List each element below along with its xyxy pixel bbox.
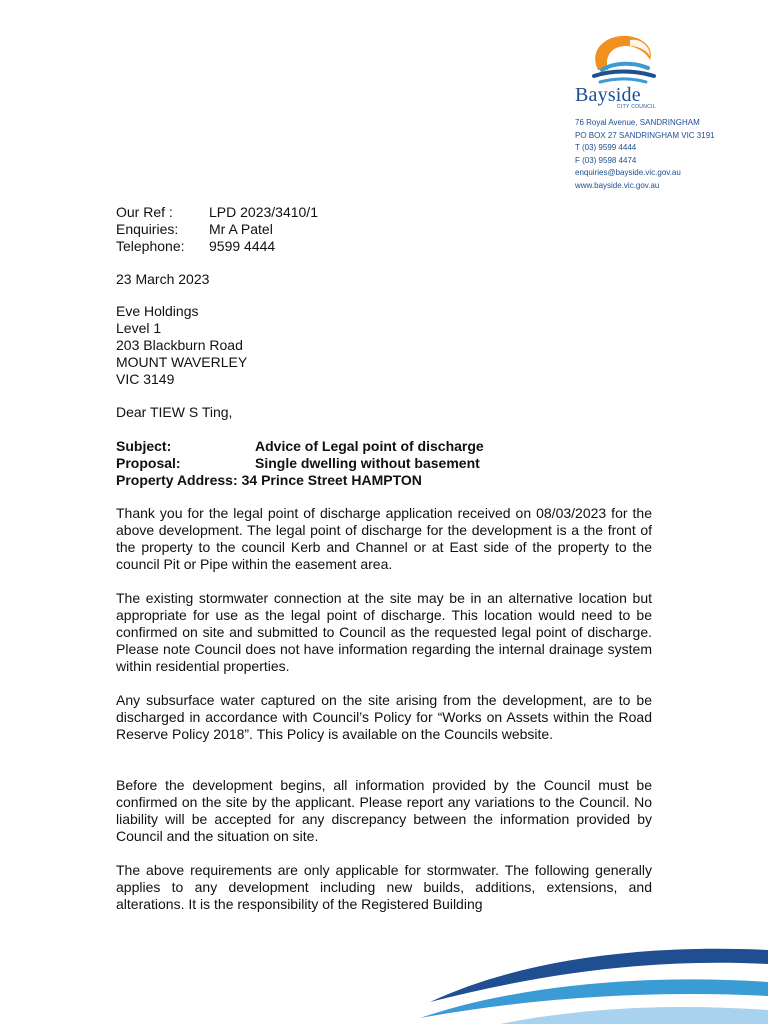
contact-website: www.bayside.vic.gov.au bbox=[575, 180, 660, 190]
proposal-row bbox=[116, 455, 652, 472]
recipient-address bbox=[116, 303, 652, 388]
subject-label: Subject: bbox=[116, 438, 172, 454]
subject-block bbox=[116, 438, 652, 489]
body-paragraph: Thank you for the legal point of discharge application received on 08/03/2023 for the above development. The legal point of discharge for the development is a the front of the property to the council Kerb and Channel or at East side of the property to the council Pit or Pipe within the easement area. bbox=[116, 505, 652, 572]
telephone-label: Telephone: bbox=[116, 238, 185, 254]
enquiries-row bbox=[116, 221, 652, 238]
contact-fax: F (03) 9598 4474 bbox=[575, 155, 637, 165]
council-contact-block bbox=[575, 117, 715, 193]
letter-date: 23 March 2023 bbox=[116, 271, 210, 287]
recipient-line: VIC 3149 bbox=[116, 371, 175, 387]
contact-po-box: PO BOX 27 SANDRINGHAM VIC 3191 bbox=[575, 130, 715, 140]
subject-row bbox=[116, 438, 652, 455]
property-address-row bbox=[116, 472, 652, 489]
body-paragraph: The above requirements are only applicable for stormwater. The following generally applies to any development including new builds, additions, extensions, and alterations. It is the responsibility of the Registered Building bbox=[116, 862, 652, 912]
council-name: Bayside bbox=[575, 84, 641, 106]
enquiries-value: Mr A Patel bbox=[209, 221, 273, 237]
property-address-value: 34 Prince Street HAMPTON bbox=[241, 472, 422, 488]
telephone-row bbox=[116, 238, 652, 255]
body-paragraph: Before the development begins, all information provided by the Council must be confirmed on the site by the applicant. Please report any variations to the Council. No liability will be accepted for any discrepancy between the information provided by Council and the situation on site. bbox=[116, 777, 652, 844]
proposal-value: Single dwelling without basement bbox=[255, 455, 480, 471]
subject-value: Advice of Legal point of discharge bbox=[255, 438, 484, 454]
salutation: Dear TIEW S Ting, bbox=[116, 404, 233, 420]
contact-email: enquiries@bayside.vic.gov.au bbox=[575, 168, 681, 178]
body-paragraph: The existing stormwater connection at the site may be in an alternative location but appropriate for use as the legal point of discharge. This location would need to be confirmed on site and submitted to Council as the requested legal point of discharge. Please note Council does not have information regarding the internal drainage system within residential properties. bbox=[116, 590, 652, 674]
proposal-label: Proposal: bbox=[116, 455, 181, 471]
telephone-value: 9599 4444 bbox=[209, 238, 276, 254]
property-address-label: Property Address: bbox=[116, 472, 238, 488]
enquiries-label: Enquiries: bbox=[116, 221, 179, 237]
recipient-line: 203 Blackburn Road bbox=[116, 337, 243, 353]
reference-block bbox=[116, 204, 652, 255]
body-paragraph: Any subsurface water captured on the site arising from the development, are to be discharged in accordance with Council’s Policy for “Works on Assets within the Road Reserve Policy 2018”. This Policy is available on the Councils website. bbox=[116, 692, 652, 742]
contact-phone: T (03) 9599 4444 bbox=[575, 143, 637, 153]
recipient-line: MOUNT WAVERLEY bbox=[116, 354, 248, 370]
contact-street: 76 Royal Avenue, SANDRINGHAM bbox=[575, 118, 700, 127]
recipient-line: Eve Holdings bbox=[116, 303, 199, 319]
our-ref-row bbox=[116, 204, 652, 221]
footer-wave-decoration bbox=[0, 930, 768, 1024]
our-ref-value: LPD 2023/3410/1 bbox=[209, 204, 318, 220]
council-tagline: CITY COUNCIL bbox=[617, 104, 656, 110]
our-ref-label: Our Ref : bbox=[116, 204, 173, 220]
recipient-line: Level 1 bbox=[116, 320, 162, 336]
